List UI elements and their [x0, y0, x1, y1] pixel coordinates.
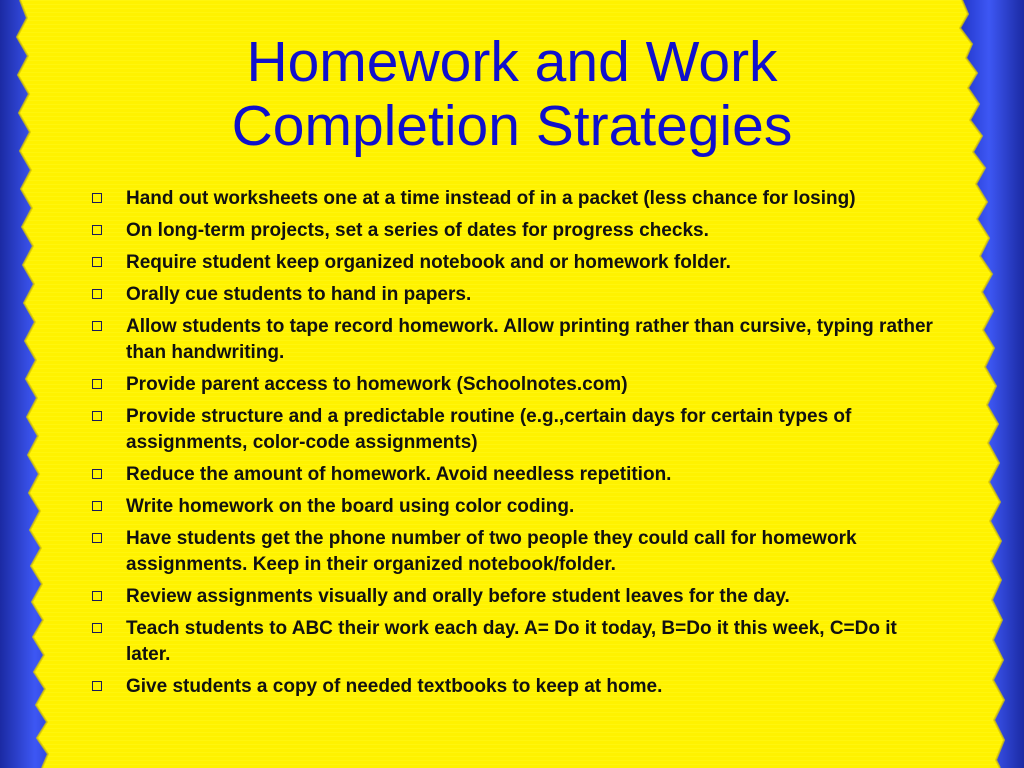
bullet-text-12: Teach students to ABC their work each day. A= Do it today, B=Do it this week, C=Do it later. [126, 618, 897, 665]
square-bullet-icon [92, 623, 102, 633]
square-bullet-icon [92, 533, 102, 543]
bullet-item-12 [90, 616, 935, 668]
bullet-text-9: Write homework on the board using color coding. [126, 496, 575, 517]
bullet-text-6: Provide parent access to homework (Schoolnotes.com) [126, 374, 628, 395]
square-bullet-icon [92, 411, 102, 421]
square-bullet-icon [92, 469, 102, 479]
bullet-text-5: Allow students to tape record homework. Allow printing rather than cursive, typing rather than handwriting. [126, 316, 933, 363]
square-bullet-icon [92, 321, 102, 331]
bullet-item-5 [90, 314, 935, 366]
bullet-item-2 [90, 218, 935, 244]
bullet-text-4: Orally cue students to hand in papers. [126, 284, 472, 305]
bullet-text-2: On long-term projects, set a series of dates for progress checks. [126, 220, 709, 241]
bullet-item-13 [90, 674, 935, 700]
bullet-item-6 [90, 372, 935, 398]
square-bullet-icon [92, 501, 102, 511]
bullet-item-7 [90, 404, 935, 456]
square-bullet-icon [92, 681, 102, 691]
square-bullet-icon [92, 591, 102, 601]
bullet-item-8 [90, 462, 935, 488]
bullet-item-3 [90, 250, 935, 276]
bullet-item-9 [90, 494, 935, 520]
square-bullet-icon [92, 379, 102, 389]
bullet-text-8: Reduce the amount of homework. Avoid needless repetition. [126, 464, 672, 485]
slide-title [160, 30, 864, 158]
square-bullet-icon [92, 289, 102, 299]
bullet-text-1: Hand out worksheets one at a time instead of in a packet (less chance for losing) [126, 188, 856, 209]
bullet-text-10: Have students get the phone number of two people they could call for homework assignments. Keep in their organized notebook/folder. [126, 528, 857, 575]
bullet-text-11: Review assignments visually and orally before student leaves for the day. [126, 586, 790, 607]
square-bullet-icon [92, 257, 102, 267]
bullet-list [90, 186, 935, 706]
bullet-text-13: Give students a copy of needed textbooks to keep at home. [126, 676, 663, 697]
bullet-item-11 [90, 584, 935, 610]
bullet-item-10 [90, 526, 935, 578]
bullet-item-1 [90, 186, 935, 212]
title-line-1: Homework and Work [246, 30, 778, 94]
bullet-text-7: Provide structure and a predictable routine (e.g.,certain days for certain types of assignments, color-code assignments) [126, 406, 852, 453]
square-bullet-icon [92, 193, 102, 203]
square-bullet-icon [92, 225, 102, 235]
bullet-text-3: Require student keep organized notebook and or homework folder. [126, 252, 731, 273]
title-line-2: Completion Strategies [231, 94, 793, 158]
bullet-item-4 [90, 282, 935, 308]
